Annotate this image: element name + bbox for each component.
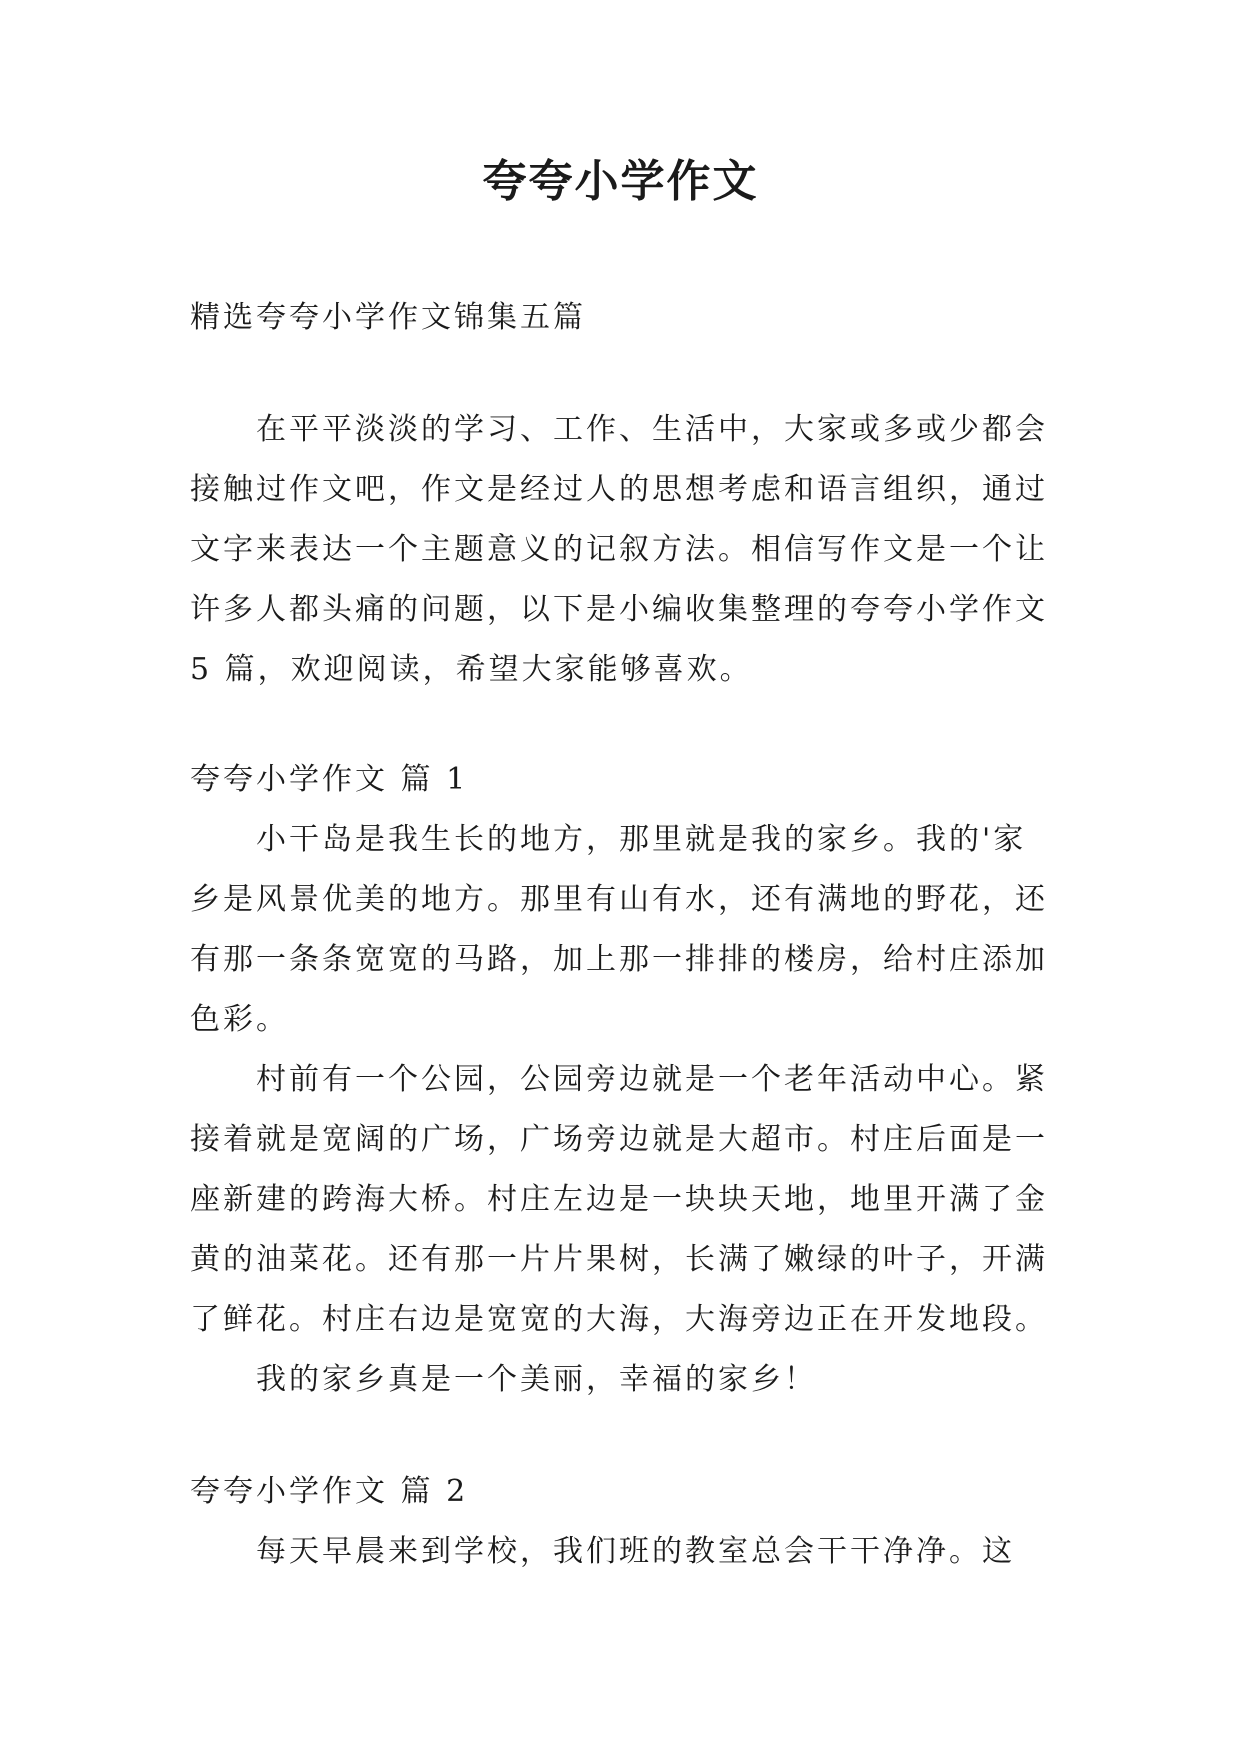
section2-paragraph1-line: 每天早晨来到学校，我们班的教室总会干干净净。这 (256, 1534, 1015, 1569)
section1-paragraph1-line: 小干岛是我生长的地方，那里就是我的家乡。我的'家 (256, 822, 1027, 857)
document-subtitle: 精选夸夸小学作文锦集五篇 (190, 300, 586, 335)
section1-paragraph2-line: 座新建的跨海大桥。村庄左边是一块块天地，地里开满了金 (190, 1182, 1048, 1217)
intro-line: 文字来表达一个主题意义的记叙方法。相信写作文是一个让 (190, 532, 1048, 567)
section1-paragraph3-line: 我的家乡真是一个美丽，幸福的家乡！ (256, 1362, 817, 1397)
section-heading-1: 夸夸小学作文 篇 1 (190, 762, 469, 797)
section-heading-2: 夸夸小学作文 篇 2 (190, 1474, 469, 1509)
document-title: 夸夸小学作文 (482, 156, 759, 207)
section1-paragraph2-line: 黄的油菜花。还有那一片片果树，长满了嫩绿的叶子，开满 (190, 1242, 1048, 1277)
section1-paragraph2-line: 了鲜花。村庄右边是宽宽的大海，大海旁边正在开发地段。 (190, 1302, 1048, 1337)
intro-line: 5 篇，欢迎阅读，希望大家能够喜欢。 (190, 652, 753, 687)
section1-paragraph2-line: 村前有一个公园，公园旁边就是一个老年活动中心。紧 (256, 1062, 1048, 1097)
intro-line: 许多人都头痛的问题，以下是小编收集整理的夸夸小学作文 (190, 592, 1048, 627)
intro-line: 在平平淡淡的学习、工作、生活中，大家或多或少都会 (256, 412, 1048, 447)
section1-paragraph2-line: 接着就是宽阔的广场，广场旁边就是大超市。村庄后面是一 (190, 1122, 1048, 1157)
intro-line: 接触过作文吧，作文是经过人的思想考虑和语言组织，通过 (190, 472, 1048, 507)
section1-paragraph1-line: 乡是风景优美的地方。那里有山有水，还有满地的野花，还 (190, 882, 1048, 917)
section1-paragraph1-line: 色彩。 (190, 1002, 289, 1037)
section1-paragraph1-line: 有那一条条宽宽的马路，加上那一排排的楼房，给村庄添加 (190, 942, 1048, 977)
